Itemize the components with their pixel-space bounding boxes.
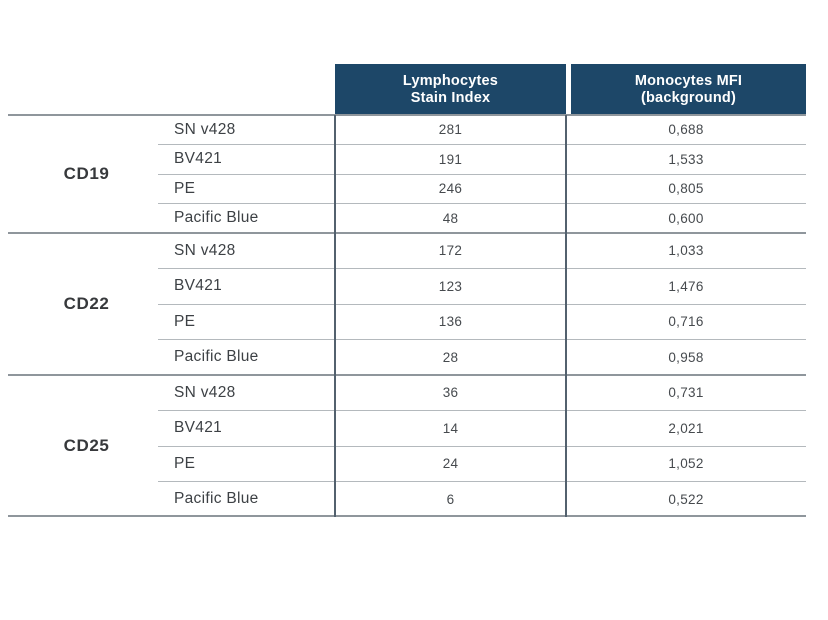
mfi-cell: 0,522 [668, 491, 704, 507]
table-top-line [8, 114, 806, 116]
stain-index-cell: 6 [446, 491, 455, 507]
stain-index-cell: 123 [438, 278, 463, 294]
header-text-line: Monocytes MFI [634, 72, 743, 89]
table-bottom-line [8, 515, 806, 517]
group-cell-cd25: CD25 [63, 436, 110, 455]
row-separator-line [158, 339, 806, 340]
fluorochrome-cell: Pacific Blue [174, 348, 259, 366]
header-text-line: Stain Index [410, 89, 491, 106]
mfi-cell: 1,476 [668, 278, 704, 294]
stain-index-cell: 172 [438, 243, 463, 259]
fluorochrome-cell: PE [174, 312, 196, 330]
row-separator-line [158, 481, 806, 482]
row-separator-line [158, 144, 806, 145]
row-separator-line [158, 174, 806, 175]
group-separator-line [8, 232, 806, 234]
stain-index-cell: 28 [442, 349, 459, 365]
row-separator-line [158, 410, 806, 411]
stain-index-cell: 136 [438, 314, 463, 330]
header-cell-monocytes-mfi [571, 64, 806, 115]
fluorochrome-cell: Pacific Blue [174, 209, 259, 227]
mfi-cell: 0,731 [668, 385, 704, 401]
fluorochrome-cell: PE [174, 179, 196, 197]
fluorochrome-cell: SN v428 [174, 383, 236, 401]
fluorochrome-cell: Pacific Blue [174, 490, 259, 508]
row-separator-line [158, 446, 806, 447]
group-cell-cd22: CD22 [63, 294, 110, 313]
stain-index-cell: 14 [442, 420, 459, 436]
mfi-cell: 0,688 [668, 122, 704, 138]
fluorochrome-cell: SN v428 [174, 120, 236, 138]
row-separator-line [158, 268, 806, 269]
row-separator-line [158, 304, 806, 305]
stain-index-cell: 48 [442, 210, 459, 226]
group-cell-cd19: CD19 [63, 164, 110, 183]
mfi-cell: 1,052 [668, 456, 704, 472]
fluorochrome-cell: BV421 [174, 150, 223, 168]
mfi-cell: 0,716 [668, 314, 704, 330]
stain-index-cell: 281 [438, 122, 463, 138]
row-separator-line [158, 203, 806, 204]
data-table [8, 64, 806, 517]
mfi-cell: 0,600 [668, 210, 704, 226]
mfi-cell: 0,805 [668, 181, 704, 197]
stain-index-cell: 246 [438, 181, 463, 197]
header-text-line: (background) [640, 89, 737, 106]
header-cell-lymphocytes-stain-index [335, 64, 566, 115]
header-text-line: Lymphocytes [402, 72, 499, 89]
column-divider-line [334, 115, 336, 517]
fluorochrome-cell: BV421 [174, 277, 223, 295]
stain-index-cell: 191 [438, 151, 463, 167]
stain-index-cell: 36 [442, 385, 459, 401]
mfi-cell: 0,958 [668, 349, 704, 365]
fluorochrome-cell: BV421 [174, 419, 223, 437]
mfi-cell: 1,033 [668, 243, 704, 259]
stain-index-cell: 24 [442, 456, 459, 472]
fluorochrome-cell: PE [174, 454, 196, 472]
fluorochrome-cell: SN v428 [174, 241, 236, 259]
mfi-cell: 1,533 [668, 151, 704, 167]
column-divider-line [565, 115, 567, 517]
mfi-cell: 2,021 [668, 420, 704, 436]
group-separator-line [8, 374, 806, 376]
